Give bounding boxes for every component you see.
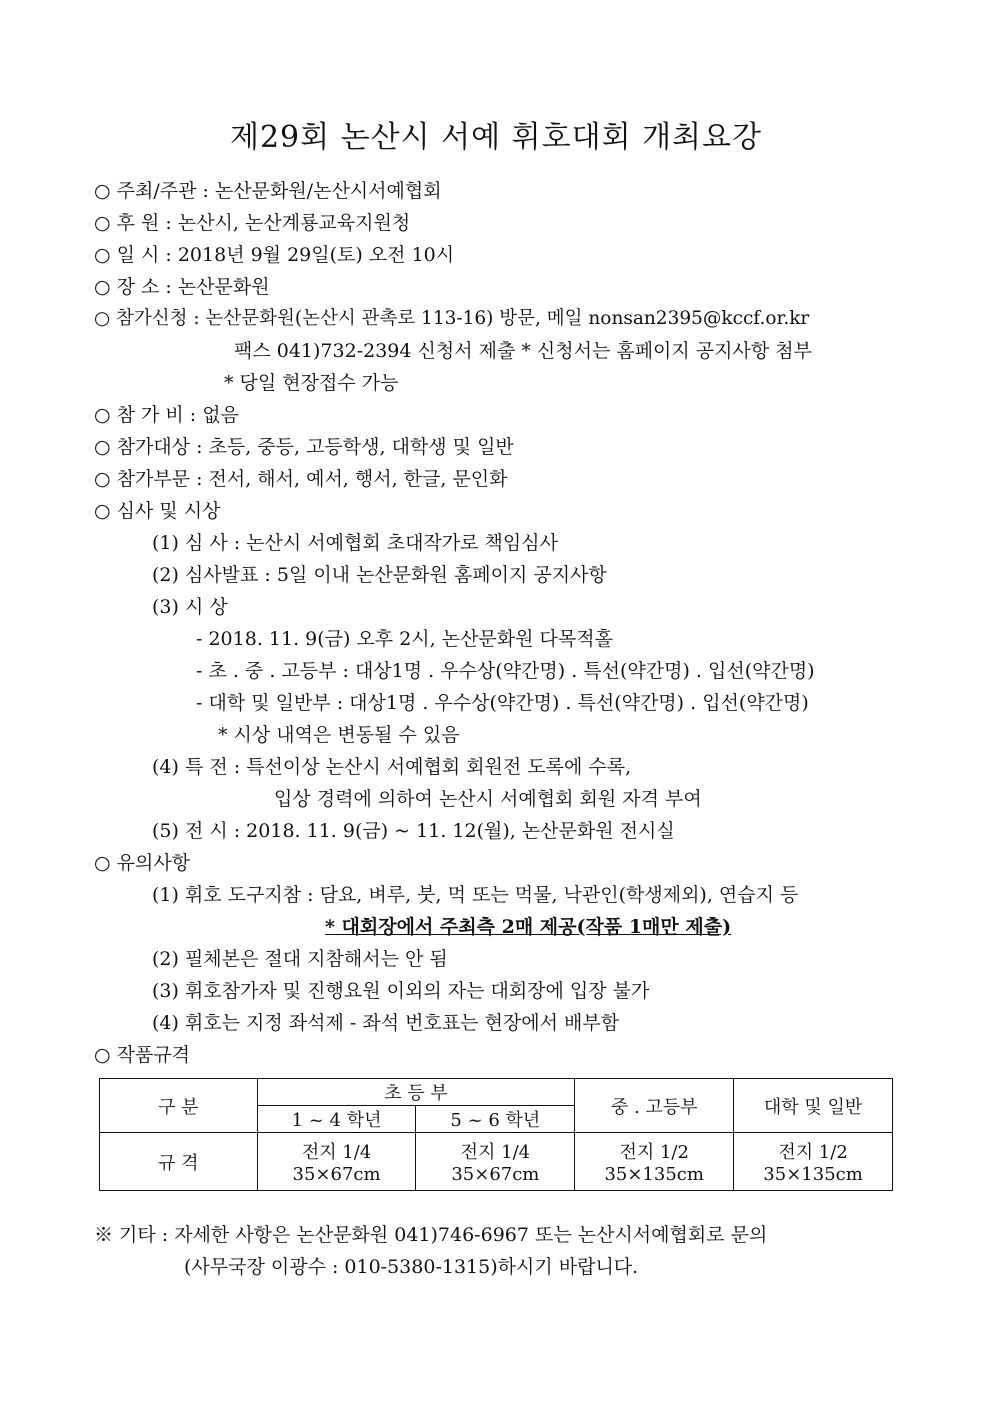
review-heading: ○ 심사 및 시상 bbox=[94, 500, 221, 522]
fee-line: ○ 참 가 비 : 없음 bbox=[94, 404, 239, 426]
award-student: - 초 . 중 . 고등부 : 대상1명 . 우수상(약간명) . 특선(약간명) . 입선(약간명) bbox=[196, 660, 815, 682]
award-date: - 2018. 11. 9(금) 오후 2시, 논산문화원 다목적홀 bbox=[196, 628, 613, 650]
header-division: 구 분 bbox=[100, 1079, 258, 1133]
benefit-line-2: 입상 경력에 의하여 논산시 서예협회 회원 자격 부여 bbox=[274, 788, 702, 810]
footer-contact: (사무국장 이광수 : 010-5380-1315)하시기 바랍니다. bbox=[184, 1256, 639, 1278]
sponsor-line: ○ 후 원 : 논산시, 논산계룡교육지원청 bbox=[94, 212, 411, 234]
header-grade-1-4: 1 ~ 4 학년 bbox=[257, 1106, 416, 1133]
host-line: ○ 주최/주관 : 논산문화원/논산시서예협회 bbox=[94, 180, 442, 202]
note-no-reference: (2) 필체본은 절대 지참해서는 안 됨 bbox=[152, 948, 448, 970]
note-paper-provided: * 대회장에서 주최측 2매 제공(작품 1매만 제출) bbox=[325, 916, 732, 938]
note-entry: (3) 휘호참가자 및 진행요원 이외의 자는 대회장에 입장 불가 bbox=[152, 980, 650, 1002]
spec-heading: ○ 작품규격 bbox=[94, 1044, 191, 1066]
category-line: ○ 참가부문 : 전서, 해서, 예서, 행서, 한글, 문인화 bbox=[94, 468, 508, 490]
note-tools: (1) 휘호 도구지참 : 담요, 벼루, 붓, 먹 또는 먹물, 낙관인(학생제외), 연습지 등 bbox=[152, 884, 799, 906]
benefit-line: (4) 특 전 : 특선이상 논산시 서예협회 회원전 도록에 수록, bbox=[152, 756, 632, 778]
note-seating: (4) 휘호는 지정 좌석제 - 좌석 번호표는 현장에서 배부함 bbox=[152, 1012, 620, 1034]
size-cell: 전지 1/4 35×67cm bbox=[416, 1133, 575, 1191]
review-announce: (2) 심사발표 : 5일 이내 논산문화원 홈페이지 공지사항 bbox=[152, 564, 607, 586]
apply-line: ○ 참가신청 : 논산문화원(논산시 관촉로 113-16) 방문, 메일 nonsan2395@kccf.or.kr bbox=[94, 308, 810, 329]
size-cell: 전지 1/2 35×135cm bbox=[734, 1133, 893, 1191]
apply-onsite-line: * 당일 현장접수 가능 bbox=[224, 372, 399, 394]
place-line: ○ 장 소 : 논산문화원 bbox=[94, 276, 270, 298]
award-general: - 대학 및 일반부 : 대상1명 . 우수상(약간명) . 특선(약간명) . 입선(약간명) bbox=[196, 692, 809, 714]
header-university: 대학 및 일반 bbox=[734, 1079, 893, 1133]
date-line: ○ 일 시 : 2018년 9월 29일(토) 오전 10시 bbox=[94, 244, 455, 266]
row-label-size: 규 격 bbox=[100, 1133, 258, 1191]
target-line: ○ 참가대상 : 초등, 중등, 고등학생, 대학생 및 일반 bbox=[94, 436, 514, 458]
header-grade-5-6: 5 ~ 6 학년 bbox=[416, 1106, 575, 1133]
header-elementary: 초 등 부 bbox=[257, 1079, 575, 1106]
review-award: (3) 시 상 bbox=[152, 596, 228, 618]
spec-table bbox=[99, 1078, 893, 1191]
size-cell: 전지 1/4 35×67cm bbox=[257, 1133, 416, 1191]
review-judge: (1) 심 사 : 논산시 서예협회 초대작가로 책임심사 bbox=[152, 532, 558, 554]
footer-inquiry: ※ 기타 : 자세한 사항은 논산문화원 041)746-6967 또는 논산시서예협회로 문의 bbox=[94, 1224, 768, 1246]
exhibit-line: (5) 전 시 : 2018. 11. 9(금) ~ 11. 12(월), 논산문화원 전시실 bbox=[152, 820, 675, 842]
award-note: * 시상 내역은 변동될 수 있음 bbox=[218, 724, 460, 746]
size-cell: 전지 1/2 35×135cm bbox=[575, 1133, 734, 1191]
apply-fax-line: 팩스 041)732-2394 신청서 제출 * 신청서는 홈페이지 공지사항 첨부 bbox=[234, 340, 812, 362]
notes-heading: ○ 유의사항 bbox=[94, 852, 191, 874]
header-middle-high: 중 . 고등부 bbox=[575, 1079, 734, 1133]
page-title: 제29회 논산시 서예 휘호대회 개최요강 bbox=[229, 120, 763, 155]
